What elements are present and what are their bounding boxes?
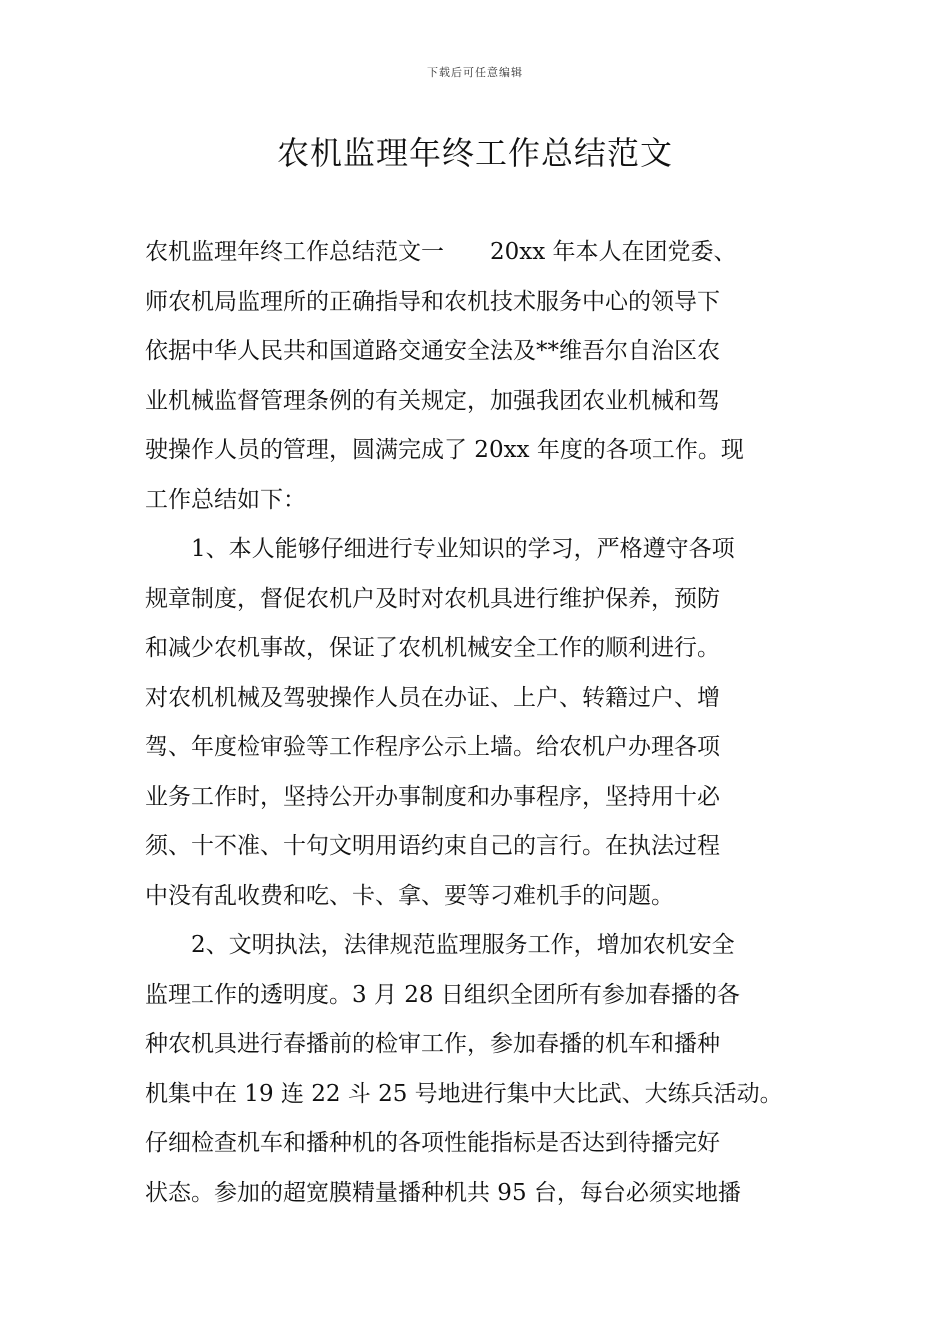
header-note: 下载后可任意编辑 [427,66,523,79]
body-line: 业机械监督管理条例的有关规定，加强我团农业机械和驾 [145,387,720,414]
body-line: 驶操作人员的管理，圆满完成了 20xx 年度的各项工作。现 [145,437,744,463]
body-line: 农机监理年终工作总结范文一 20xx 年本人在团党委、 [145,239,737,265]
body-line: 规章制度，督促农机户及时对农机具进行维护保养，预防 [145,585,720,612]
document-body [145,228,810,1218]
body-line: 对农机机械及驾驶操作人员在办证、上户、转籍过户、增 [145,684,720,711]
body-line: 中没有乱收费和吃、卡、拿、要等刁难机手的问题。 [145,882,674,909]
body-line: 种农机具进行春播前的检审工作，参加春播的机车和播种 [145,1031,720,1057]
body-line: 和减少农机事故，保证了农机机械安全工作的顺利进行。 [145,635,720,661]
body-line: 业务工作时，坚持公开办事制度和办事程序，坚持用十必 [145,783,720,810]
body-line: 工作总结如下： [145,486,306,513]
body-line: 机集中在 19 连 22 斗 25 号地进行集中大比武、大练兵活动。 [145,1080,783,1107]
body-line: 状态。参加的超宽膜精量播种机共 95 台，每台必须实地播 [145,1179,741,1206]
document-title: 农机监理年终工作总结范文 [276,134,673,172]
body-line: 须、十不准、十句文明用语约束自己的言行。在执法过程 [145,833,720,859]
body-line: 依据中华人民共和国道路交通安全法及**维吾尔自治区农 [145,338,720,364]
body-line: 监理工作的透明度。3 月 28 日组织全团所有参加春播的各 [145,981,740,1008]
paragraph-1-start: 1、本人能够仔细进行专业知识的学习，严格遵守各项 [191,536,735,562]
body-line: 仔细检查机车和播种机的各项性能指标是否达到待播完好 [145,1130,720,1156]
body-line: 师农机局监理所的正确指导和农机技术服务中心的领导下 [145,288,720,315]
paragraph-2-start: 2、文明执法，法律规范监理服务工作，增加农机安全 [191,932,735,958]
body-line: 驾、年度检审验等工作程序公示上墙。给农机户办理各项 [145,734,720,760]
